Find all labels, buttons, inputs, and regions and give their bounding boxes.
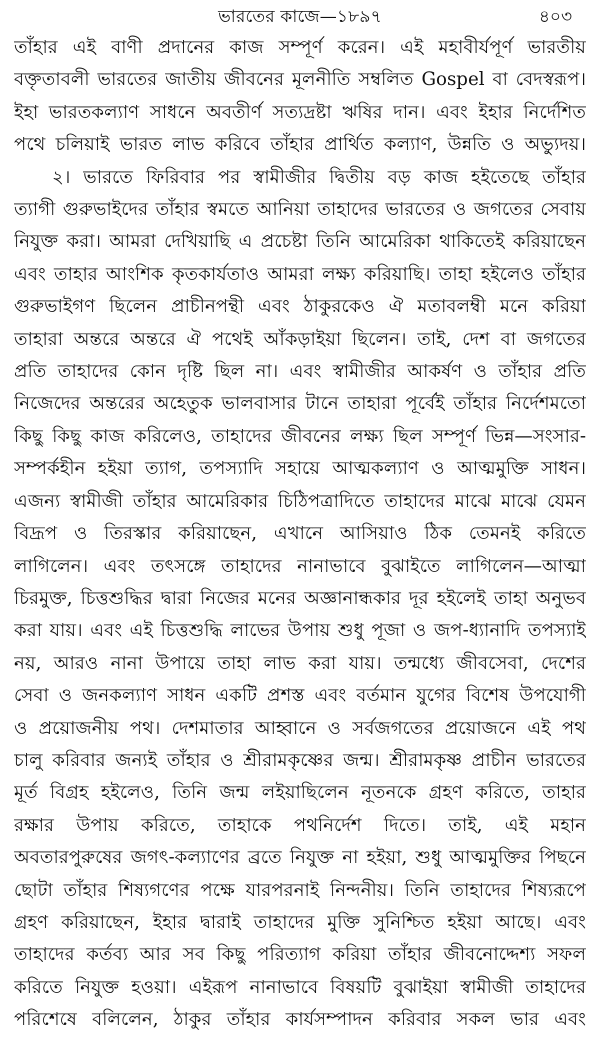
running-title: ভারতের কাজে—১৮৯৭	[218, 7, 382, 27]
text-line: এজন্য স্বামীজী তাঁহার আমেরিকার চিঠিপত্রাদিতে তাহাদের মাঝে মাঝে যেমন	[14, 490, 586, 512]
text-line: করা যায়। এবং এই চিত্তশুদ্ধি লাভের উপায় শুধু পূজা ও জপ-ধ্যানাদি তপস্যাই	[14, 620, 586, 642]
paragraph-1	[14, 32, 586, 162]
text-line: গ্রহণ করিয়াছেন, ইহার দ্বারাই তাহাদের মুক্তি সুনিশ্চিত হইয়া আছে। এবং	[14, 911, 586, 933]
text-line: গুরুভাইগণ ছিলেন প্রাচীনপন্থী এবং ঠাকুরকেও ঐ মতাবলম্বী মনে করিয়া	[14, 296, 586, 318]
text-line: তাহারা অন্তরে অন্তরে ঐ পথেই আঁকড়াইয়া ছিলেন। তাই, দেশ বা জগতের	[14, 328, 586, 350]
text-line: ত্যাগী গুরুভাইদের তাঁহার স্বমতে আনিয়া তাহাদের ভারতের ও জগতের সেবায়	[14, 199, 586, 221]
text-line: নিজেদের অন্তরের অহেতুক ভালবাসার টানে তাহারা পূর্বেই তাঁহার নির্দেশমতো	[14, 393, 586, 415]
text-line: লাগিলেন। এবং তৎসঙ্গে তাহাদের নানাভাবে বুঝাইতে লাগিলেন—আত্মা	[14, 555, 586, 577]
page-number: ৪০৩	[538, 7, 572, 27]
text-line: নয়, আরও নানা উপায়ে তাহা লাভ করা যায়। তন্মধ্যে জীবসেবা, দেশের	[14, 652, 586, 674]
text-line: বিদ্রূপ ও তিরস্কার করিয়াছেন, এখানে আসিয়াও ঠিক তেমনই করিতে	[14, 523, 586, 545]
text-line: তাঁহার এই বাণী প্রদানের কাজ সম্পূর্ণ করেন। এই মহাবীর্যপূর্ণ ভারতীয়	[14, 37, 586, 58]
text-line: মূর্ত বিগ্রহ হইলেও, তিনি জন্ম লইয়াছিলেন নূতনকে গ্রহণ করিতে, তাহার	[14, 782, 586, 804]
text-line: বক্তৃতাবলী ভারতের জাতীয় জীবনের মূলনীতি সম্বলিত Gospel বা বেদস্বরূপ।	[14, 69, 586, 91]
text-line: রক্ষার উপায় করিতে, তাহাকে পথনির্দেশ দিতে। তাই, এই মহান	[14, 814, 586, 836]
text-line: সেবা ও জনকল্যাণ সাধন একটি প্রশস্ত এবং বর্তমান যুগের বিশেষ উপযোগী	[14, 685, 586, 707]
paragraph-2	[14, 162, 586, 1037]
text-line: চিরমুক্ত, চিত্তশুদ্ধির দ্বারা নিজের মনের অজ্ঞানান্ধকার দূর হইলেই তাহা অনুভব	[14, 587, 586, 609]
text-line: প্রতি তাহাদের কোন দৃষ্টি ছিল না। এবং স্বামীজীর আকর্ষণ ও তাঁহার প্রতি	[14, 361, 586, 383]
text-line: সম্পর্কহীন হইয়া ত্যাগ, তপস্যাদি সহায়ে আত্মকল্যাণ ও আত্মমুক্তি সাধন।	[14, 458, 586, 480]
text-line: নিযুক্ত করা। আমরা দেখিয়াছি এ প্রচেষ্টা তিনি আমেরিকা থাকিতেই করিয়াছেন	[14, 231, 586, 253]
text-line: ২। ভারতে ফিরিবার পর স্বামীজীর দ্বিতীয় বড় কাজ হইতেছে তাঁহার	[52, 166, 586, 188]
text-line: অবতারপুরুষের জগৎ-কল্যাণের ব্রতে নিযুক্ত না হইয়া, শুধু আত্মমুক্তির পিছনে	[14, 847, 586, 869]
text-line: চালু করিবার জন্যই তাঁহার ও শ্রীরামকৃষ্ণের জন্ম। শ্রীরামকৃষ্ণ প্রাচীন ভারতের	[14, 749, 586, 771]
running-header	[14, 0, 586, 32]
text-line: ছোটা তাঁহার শিষ্যগণের পক্ষে যারপরনাই নিন্দনীয়। তিনি তাহাদের শিষ্যরূপে	[14, 879, 586, 901]
text-line: ইহা ভারতকল্যাণ সাধনে অবতীর্ণ সত্যদ্রষ্টা ঋষির দান। এবং ইহার নির্দেশিত	[14, 101, 586, 123]
text-line: এবং তাহার আংশিক কৃতকার্যতাও আমরা লক্ষ্য করিয়াছি। তাহা হইলেও তাঁহার	[14, 263, 586, 285]
text-line: তাহাদের কর্তব্য আর সব কিছু পরিত্যাগ করিয়া তাঁহার জীবনোদ্দেশ্য সফল	[14, 944, 586, 966]
text-line: করিতে নিযুক্ত হওয়া। এইরূপ নানাভাবে বিষয়টি বুঝাইয়া স্বামীজী তাহাদের	[14, 976, 586, 998]
text-line: ও প্রয়োজনীয় পথ। দেশমাতার আহ্বানে ও সর্বজগতের প্রয়োজনে এই পথ	[14, 717, 586, 739]
text-line: পথে চলিয়াই ভারত লাভ করিবে তাঁহার প্রার্থিত কল্যাণ, উন্নতি ও অভ্যুদয়।	[14, 134, 586, 156]
text-line: পরিশেষে বলিলেন, ঠাকুর তাঁহার কার্যসম্পাদন করিবার সকল ভার এবং	[14, 1009, 586, 1031]
text-line: কিছু কিছু কাজ করিলেও, তাহাদের জীবনের লক্ষ্য ছিল সম্পূর্ণ ভিন্ন—সংসার-	[14, 425, 586, 447]
